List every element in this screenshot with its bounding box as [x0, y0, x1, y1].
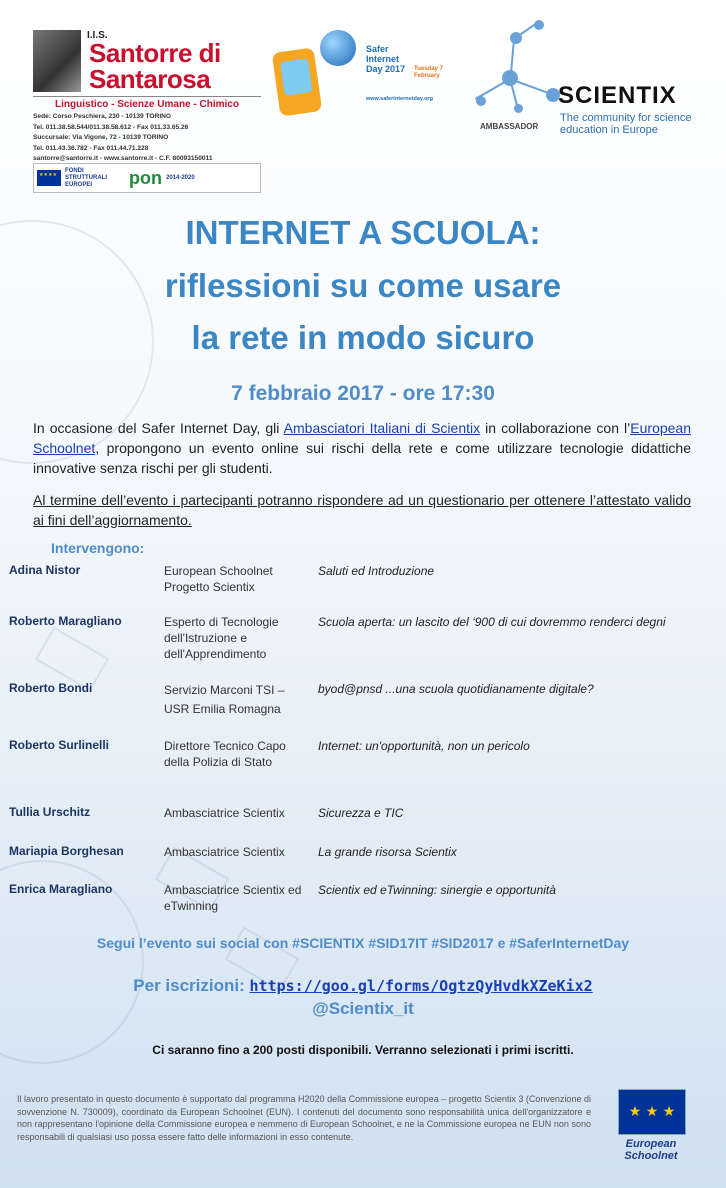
sid-url: www.saferinternetday.org: [366, 96, 433, 102]
tablet-robot-icon: [272, 47, 322, 116]
school-address-line: Succursale: Via Vigone, 72 - 10139 TORINO: [33, 134, 169, 142]
scientix-tagline: The community for science education in Europe: [560, 112, 692, 136]
molecule-node: [534, 20, 544, 30]
school-prefix: I.I.S.: [87, 30, 108, 41]
social-hashtags: Segui l’evento sui social con #SCIENTIX #SID17IT #SID2017 e #SaferInternetDay: [96, 935, 630, 951]
school-name-line1: Santorre di: [89, 38, 221, 68]
speaker-name: Mariapia Borghesan: [9, 844, 124, 858]
registration-label: Per iscrizioni:: [133, 976, 245, 995]
molecule-node: [502, 70, 518, 86]
speaker-name: Roberto Maragliano: [9, 614, 122, 628]
european-schoolnet-link[interactable]: European Schoolnet: [33, 420, 691, 456]
event-date-time: 7 febbraio 2017 - ore 17:30: [231, 382, 495, 405]
fondi-strutturali-banner: [33, 163, 261, 193]
molecule-node: [510, 32, 522, 44]
speaker-name: Adina Nistor: [9, 563, 81, 577]
speaker-topic: Saluti ed Introduzione: [318, 564, 435, 578]
fondi-label: FONDI STRUTTURALI EUROPEI: [65, 167, 107, 188]
pon-logo: pon: [129, 167, 162, 188]
sid-title: Safer Internet Day 2017: [366, 44, 406, 74]
scientix-ambassadors-link[interactable]: Ambasciatori Italiani di Scientix: [283, 420, 481, 436]
intro-text: in collaborazione con l’: [480, 420, 631, 436]
speaker-topic: byod@pnsd ...una scuola quotidianamente digitale?: [318, 682, 594, 696]
attestato-paragraph: Al termine dell’evento i partecipanti potranno rispondere ad un questionario per ottenere l’attestato valido ai fini dell’aggiornamento.: [33, 492, 691, 528]
twitter-handle: @Scientix_it: [312, 999, 414, 1018]
school-tower-image: [33, 30, 81, 92]
european-schoolnet-wordmark: European Schoolnet: [624, 1138, 678, 1162]
speaker-role: Servizio Marconi TSI – USR Emilia Romagna: [164, 683, 285, 716]
registration-form-link[interactable]: https://goo.gl/forms/OgtzQyHvdkXZeKix2: [249, 977, 593, 995]
speaker-topic: Scuola aperta: un lascito del ‘900 di cui dovremmo renderci degni: [318, 615, 666, 629]
speaker-role: Ambasciatrice Scientix: [164, 845, 285, 859]
school-name-line2: Santarosa: [89, 64, 211, 94]
speaker-topic: Sicurezza e TIC: [318, 806, 404, 820]
molecule-node: [514, 104, 523, 113]
school-address-line: Tel. 011.43.36.782 - Fax 011.44.71.228: [33, 144, 149, 152]
european-schoolnet-logo: [606, 1138, 696, 1182]
school-address-line: Sede: Corso Peschiera, 230 - 10139 TORINO: [33, 113, 172, 120]
speaker-role: Esperto di Tecnologie dell'Istruzione e dell'Apprendimento: [164, 615, 279, 661]
speaker-name: Roberto Bondi: [9, 681, 93, 695]
scientix-ambassador-logo: [476, 20, 712, 140]
intro-paragraph: [33, 418, 691, 478]
scientix-wordmark: SCIENTIX: [558, 82, 677, 109]
school-address: [33, 112, 213, 165]
ambassador-label: AMBASSADOR: [480, 122, 539, 131]
eu-flag-icon: [37, 170, 61, 186]
pon-years: 2014-2020: [166, 174, 195, 181]
intro-text: , propongono un evento online sui rischi della rete e come utilizzare tecnologie didattiche innovative senza rischi per gli studenti.: [33, 440, 691, 476]
safer-internet-day-logo: [268, 30, 448, 130]
globe-icon: [320, 30, 356, 66]
title-line-3: la rete in modo sicuro: [191, 319, 535, 356]
school-address-line: santorre@santorre.it - www.santorre.it - C.F. 80093150011: [33, 155, 213, 163]
speaker-name: Roberto Surlinelli: [9, 738, 110, 752]
speakers-heading: Intervengono:: [51, 540, 145, 556]
school-address-line: Tel. 011.38.58.544/011.38.58.612 - Fax 011.33.65.26: [33, 123, 189, 131]
registration-line: [0, 976, 726, 996]
eu-flag-logo: [618, 1089, 686, 1135]
speaker-role: Ambasciatrice Scientix ed eTwinning: [164, 883, 302, 913]
speaker-name: Enrica Maragliano: [9, 882, 113, 896]
school-logo: [33, 30, 261, 196]
school-subtitle: Linguistico - Scienze Umane - Chimico: [33, 96, 261, 110]
sid-date: Tuesday 7 February: [414, 66, 443, 79]
speaker-topic: Internet: un'opportunità, non un pericolo: [318, 739, 530, 753]
molecule-node: [476, 96, 486, 106]
intro-text: In occasione del Safer Internet Day, gli: [33, 420, 284, 436]
speaker-topic: Scientix ed eTwinning: sinergie e opportunità: [318, 883, 556, 897]
disclaimer: Il lavoro presentato in questo documento è supportato dal programma H2020 della Commissione europea – progetto Scientix 3 (Convenzione di sovvenzione N. 730009), coordinato da European Schoolnet (EUN). I contenuti del documento sono responsabilità unica dell'organizzatore e non rappresentano l'opinione della Commissione europea e nemmeno di European Schoolnet, e ne la Commissione europea ne EUN non sono responsabili di qualsiasi uso possa essere fatto delle informazioni in esso contenute.: [17, 1094, 591, 1142]
speaker-role: Ambasciatrice Scientix: [164, 806, 285, 820]
speaker-name: Tullia Urschitz: [9, 805, 91, 819]
seats-notice: Ci saranno fino a 200 posti disponibili. Verranno selezionati i primi iscritti.: [152, 1043, 574, 1057]
speaker-role: European Schoolnet Progetto Scientix: [164, 564, 273, 594]
speaker-role: Direttore Tecnico Capo della Polizia di Stato: [164, 739, 286, 769]
title-line-2: riflessioni su come usare: [164, 267, 562, 304]
eu-stars-icon: ★ ★ ★: [628, 1104, 676, 1120]
speaker-topic: La grande risorsa Scientix: [318, 845, 457, 859]
title-line-1: INTERNET A SCUOLA:: [185, 214, 541, 251]
